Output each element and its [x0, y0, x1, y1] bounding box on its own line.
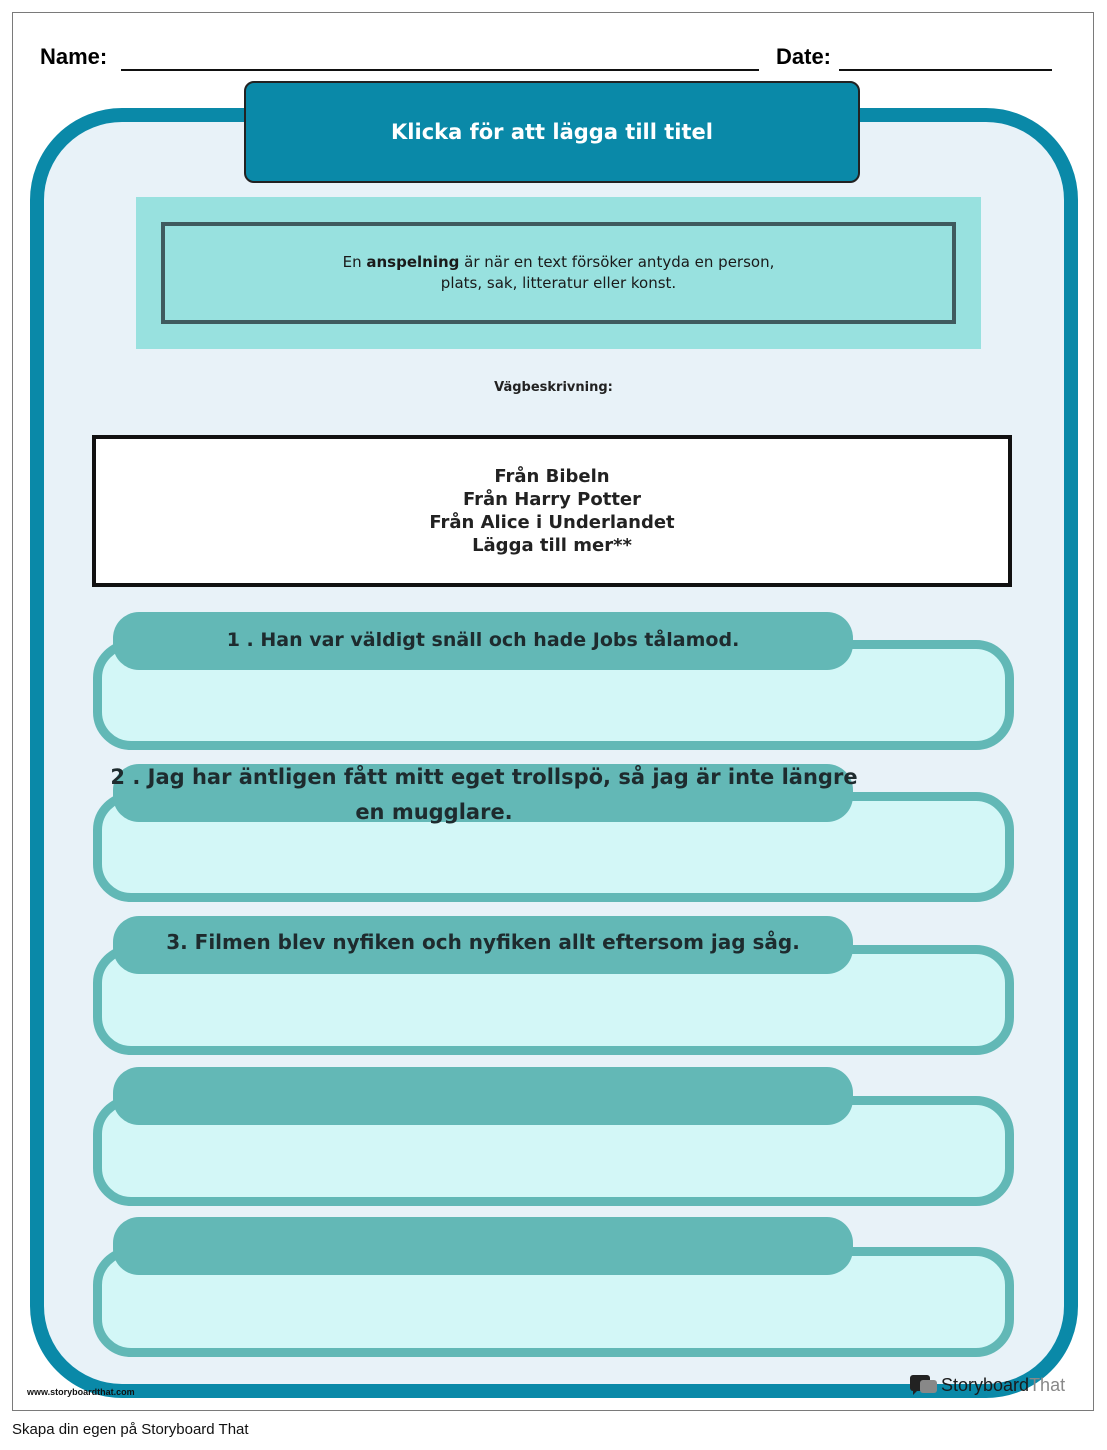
directions-label: Vägbeskrivning:: [494, 380, 613, 395]
date-field[interactable]: [839, 69, 1052, 71]
source-item: Från Bibeln: [494, 466, 610, 487]
logo-text-main: Storyboard: [941, 1374, 1030, 1395]
date-label: Date:: [776, 44, 832, 69]
name-field[interactable]: [121, 69, 759, 71]
speech-bubble-icon: [909, 1374, 939, 1396]
source-item: Lägga till mer**: [472, 535, 632, 556]
question-text-1[interactable]: 1 . Han var väldigt snäll och hade Jobs tålamod.: [226, 629, 740, 651]
definition-line-2: plats, sak, litteratur eller konst.: [440, 274, 677, 292]
sources-box[interactable]: [92, 435, 1012, 587]
definition-box[interactable]: [161, 222, 956, 324]
definition-term: anspelning: [366, 253, 460, 271]
definition-line-1: En anspelning är när en text försöker antyda en person,: [342, 253, 775, 271]
question-text-2[interactable]: 2 . Jag har äntligen fått mitt eget trollspö, så jag är inte längre en mugglare.: [110, 765, 858, 824]
question-tab-5[interactable]: [113, 1217, 853, 1275]
source-item: Från Alice i Underlandet: [429, 512, 675, 533]
logo-text-light: That: [1029, 1374, 1066, 1395]
storyboardthat-logo[interactable]: [909, 1374, 1065, 1396]
footer-caption[interactable]: Skapa din egen på Storyboard That: [12, 1421, 249, 1438]
question-tab-4[interactable]: [113, 1067, 853, 1125]
page-title: Klicka för att lägga till titel: [391, 120, 713, 144]
title-box[interactable]: [244, 81, 860, 183]
question-text-3[interactable]: 3. Filmen blev nyfiken och nyfiken allt eftersom jag såg.: [166, 930, 800, 954]
footer-url[interactable]: www.storyboardthat.com: [27, 1387, 135, 1397]
source-item: Från Harry Potter: [462, 489, 642, 510]
name-label: Name:: [40, 44, 108, 69]
